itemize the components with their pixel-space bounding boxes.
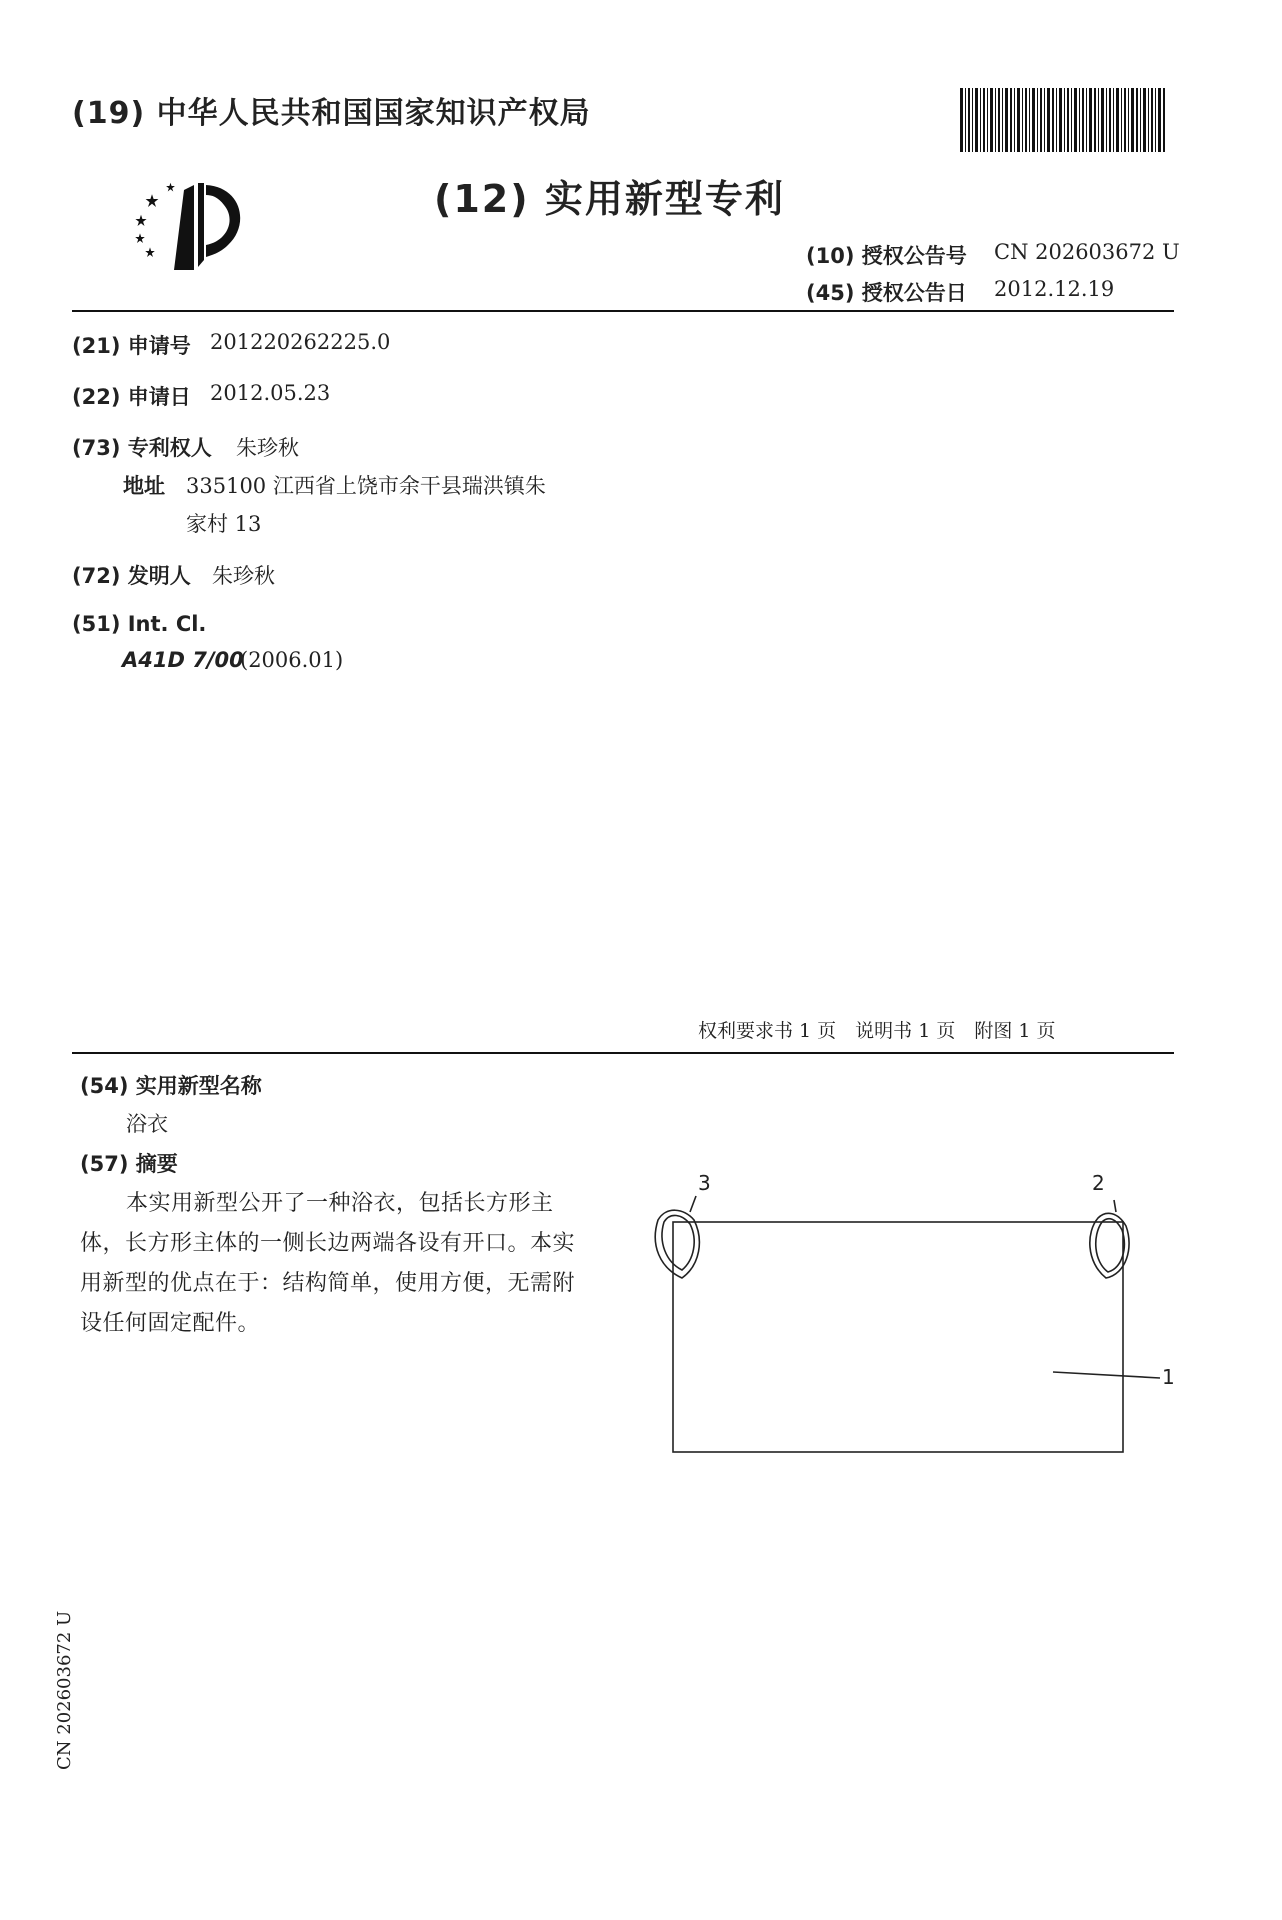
figure-label-3: 3 [698,1171,711,1195]
application-date: 2012.05.23 [210,381,331,405]
abstract-line-3: 用新型的优点在于：结构简单，使用方便，无需附 [80,1271,576,1296]
abstract-label: (57) 摘要 [80,1152,178,1176]
figure-label-1: 1 [1162,1365,1175,1389]
side-publication-number: CN 202603672 U [54,1610,75,1770]
figure-label-2: 2 [1092,1171,1105,1195]
abstract-line-4: 设任何固定配件。 [80,1311,261,1336]
opening-left-inner [662,1215,694,1270]
utility-model-title: 浴衣 [126,1112,168,1136]
int-cl-label: (51) Int. Cl. [72,612,207,636]
patentee: 朱珍秋 [236,436,299,460]
inventor: 朱珍秋 [212,564,275,588]
cnipa-logo-icon [132,175,272,275]
section-divider [72,1052,1174,1054]
address-label: 地址 [123,474,165,498]
publication-number: CN 202603672 U [994,240,1180,264]
pages-info: 权利要求书 1 页 说明书 1 页 附图 1 页 [698,1020,1056,1042]
barcode [960,88,1168,152]
application-number: 201220262225.0 [210,330,391,354]
address-line-1: 335100 江西省上饶市余干县瑞洪镇朱 [186,474,546,498]
patentee-label: (73) 专利权人 [72,436,212,460]
rectangular-body [673,1222,1123,1452]
address-line-2: 家村 13 [186,512,262,536]
issuing-office: (19) 中华人民共和国国家知识产权局 [72,96,591,131]
application-number-label: (21) 申请号 [72,334,191,358]
publication-date: 2012.12.19 [994,277,1115,301]
publication-number-label: (10) 授权公告号 [806,244,967,268]
abstract-line-2: 体，长方形主体的一侧长边两端各设有开口。本实 [80,1231,576,1256]
patent-drawing [640,1150,1200,1470]
header-divider [72,310,1174,312]
int-cl-code: A41D 7/00 [122,648,244,672]
int-cl-version: (2006.01) [240,648,344,672]
application-date-label: (22) 申请日 [72,385,191,409]
opening-right-inner [1096,1219,1125,1272]
inventor-label: (72) 发明人 [72,564,191,588]
utility-model-title-label: (54) 实用新型名称 [80,1074,262,1098]
document-type: (12) 实用新型专利 [434,177,785,221]
abstract-line-1: 本实用新型公开了一种浴衣，包括长方形主 [126,1191,554,1216]
publication-date-label: (45) 授权公告日 [806,281,967,305]
